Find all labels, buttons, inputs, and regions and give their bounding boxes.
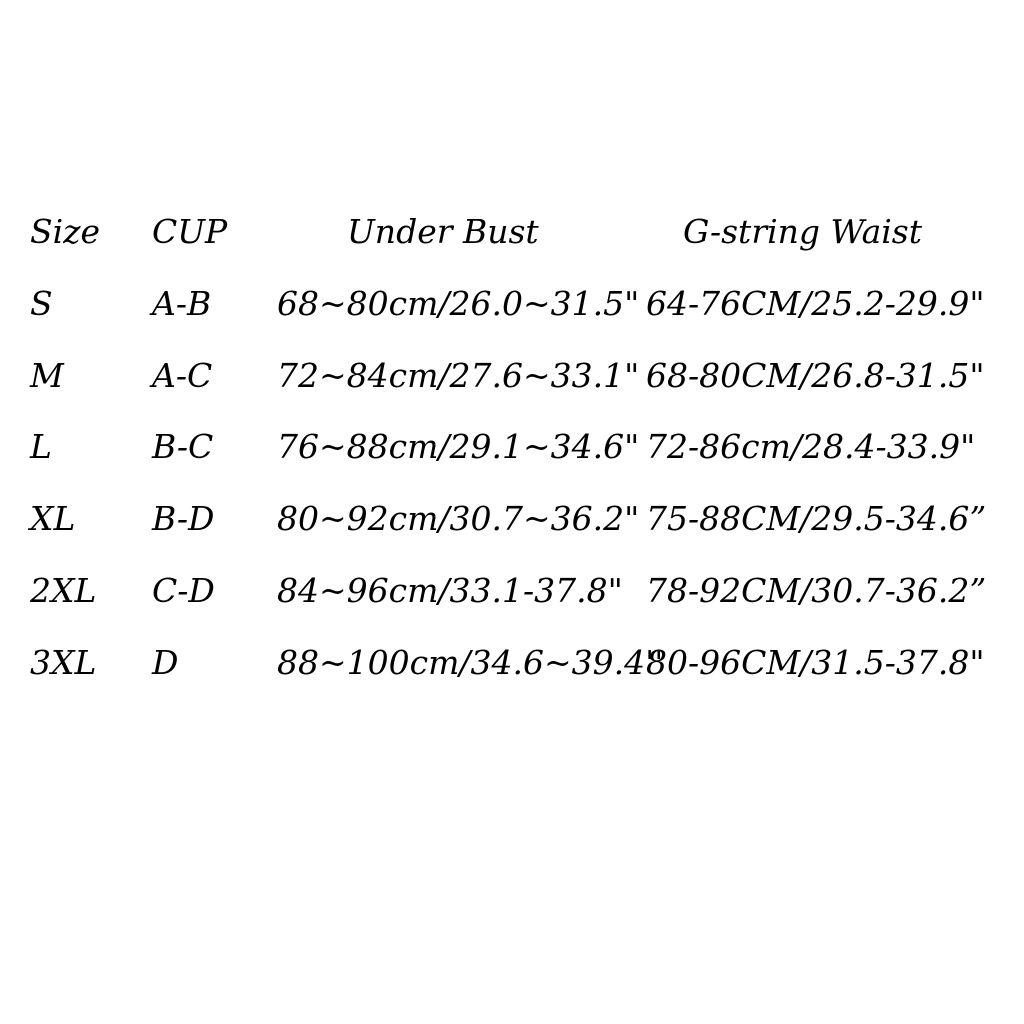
under-bust-cell: 76~88cm/29.1~34.6" [277, 427, 640, 466]
table-row [0, 422, 1024, 472]
size-cell: 3XL [30, 643, 97, 682]
cup-cell: B-D [152, 499, 215, 538]
waist-cell: 75-88CM/29.5-34.6” [646, 499, 987, 538]
header-under-bust: Under Bust [347, 212, 539, 251]
cup-cell: B-C [152, 427, 214, 466]
size-cell: L [30, 427, 52, 466]
waist-cell: 64-76CM/25.2-29.9" [646, 284, 985, 323]
cup-cell: D [152, 643, 179, 682]
size-cell: M [30, 356, 64, 395]
waist-cell: 72-86cm/28.4-33.9" [646, 427, 976, 466]
size-cell: 2XL [30, 571, 97, 610]
header-row [0, 207, 1024, 257]
size-cell: XL [30, 499, 76, 538]
cup-cell: A-B [152, 284, 212, 323]
under-bust-cell: 88~100cm/34.6~39.4'' [277, 643, 664, 682]
under-bust-cell: 72~84cm/27.6~33.1" [277, 356, 640, 395]
header-g-string-waist: G-string Waist [683, 212, 922, 251]
table-row [0, 279, 1024, 329]
table-row [0, 494, 1024, 544]
waist-cell: 68-80CM/26.8-31.5" [646, 356, 985, 395]
under-bust-cell: 80~92cm/30.7~36.2" [277, 499, 640, 538]
under-bust-cell: 84~96cm/33.1-37.8" [277, 571, 623, 610]
table-row [0, 638, 1024, 688]
waist-cell: 80-96CM/31.5-37.8" [646, 643, 985, 682]
waist-cell: 78-92CM/30.7-36.2” [646, 571, 987, 610]
cup-cell: C-D [152, 571, 215, 610]
table-row [0, 566, 1024, 616]
size-cell: S [30, 284, 53, 323]
header-cup: CUP [152, 212, 228, 251]
under-bust-cell: 68~80cm/26.0~31.5" [277, 284, 640, 323]
cup-cell: A-C [152, 356, 213, 395]
table-row [0, 351, 1024, 401]
header-size: Size [30, 212, 101, 251]
